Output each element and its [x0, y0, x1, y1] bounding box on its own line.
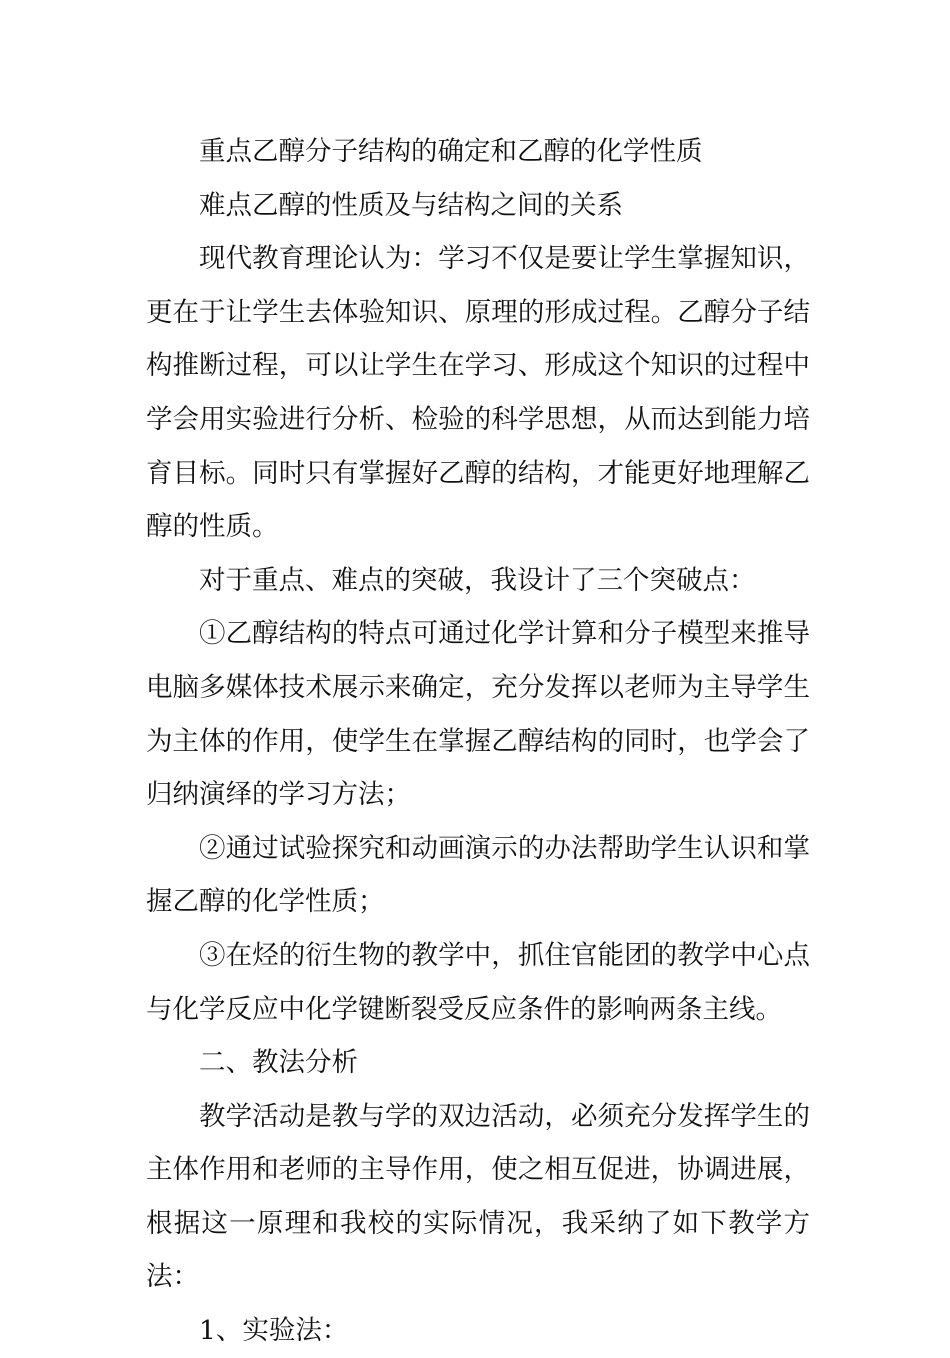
key-point-paragraph: 重点乙醇分子结构的确定和乙醇的化学性质 — [199, 136, 703, 167]
document-body — [146, 125, 810, 1358]
method-item-1: 1、实验法： — [199, 1315, 349, 1347]
breakthrough-item-1: ①乙醇结构的特点可通过化学计算和分子模型来推导电脑多媒体技术展示来确定，充分发挥以老师为主导学生为主体的作用，使学生在掌握乙醇结构的同时，也学会了归纳演绎的学习方法； — [146, 618, 810, 811]
difficult-point-paragraph: 难点乙醇的性质及与结构之间的关系 — [199, 189, 623, 221]
section-heading: 二、教法分析 — [199, 1047, 358, 1079]
breakthrough-intro-paragraph: 对于重点、难点的突破，我设计了三个突破点： — [199, 564, 756, 596]
theory-paragraph: 现代教育理论认为：学习不仅是要让学生掌握知识，更在于让学生去体验知识、原理的形成过程。乙醇分子结构推断过程，可以让学生在学习、形成这个知识的过程中学会用实验进行分析、检验的科学思想，从而达到能力培育目标。同时只有掌握好乙醇的结构，才能更好地理解乙醇的性质。 — [146, 243, 810, 543]
breakthrough-item-3: ③在烃的衍生物的教学中，抓住官能团的教学中心点与化学反应中化学键断裂受反应条件的影响两条主线。 — [146, 939, 810, 1025]
teaching-method-paragraph: 教学活动是教与学的双边活动，必须充分发挥学生的主体作用和老师的主导作用，使之相互促进，协调进展，根据这一原理和我校的实际情况，我采纳了如下教学方法： — [146, 1100, 810, 1293]
breakthrough-item-2: ②通过试验探究和动画演示的办法帮助学生认识和掌握乙醇的化学性质； — [146, 832, 810, 918]
